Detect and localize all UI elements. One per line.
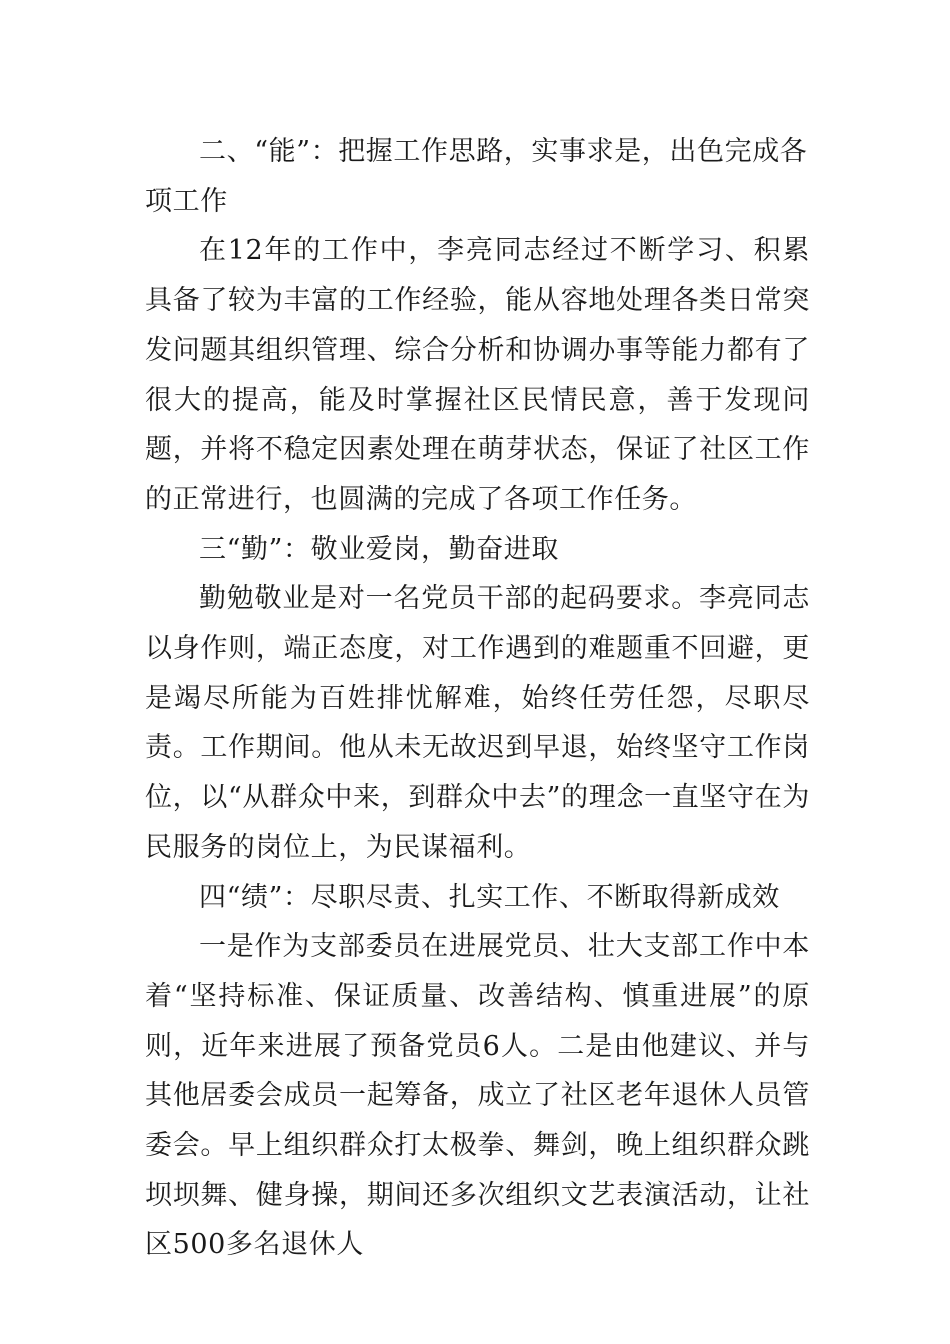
paragraph-ji-body: 一是作为支部委员在进展党员、壮大支部工作中本着“坚持标准、保证质量、改善结构、慎重进展”的原则，近年来进展了预备党员6人。二是由他建议、并与其他居委会成员一起筹备，成立了社区老年退休人员管委会。早上组织群众打太极拳、舞剑，晚上组织群众跳坝坝舞、健身操，期间还多次组织文艺表演活动，让社区500多名退休人 <box>145 931 810 1261</box>
document-body <box>145 127 810 1270</box>
section-heading-ji: 四“绩”：尽职尽责、扎实工作、不断取得新成效 <box>199 881 780 913</box>
paragraph-qin-body: 勤勉敬业是对一名党员干部的起码要求。李亮同志以身作则，端正态度，对工作遇到的难题重不回避，更是竭尽所能为百姓排忧解难，始终任劳任怨，尽职尽责。工作期间。他从未无故迟到早退，始终坚守工作岗位，以“从群众中来，到群众中去”的理念一直坚守在为民服务的岗位上，为民谋福利。 <box>145 583 810 863</box>
section-heading-neng: 二、“能”：把握工作思路，实事求是，出色完成各项工作 <box>145 136 808 217</box>
section-heading-qin: 三“勤”：敬业爱岗，勤奋进取 <box>199 533 560 565</box>
paragraph-neng-body: 在12年的工作中，李亮同志经过不断学习、积累具备了较为丰富的工作经验，能从容地处理各类日常突发问题其组织管理、综合分析和协调办事等能力都有了很大的提高，能及时掌握社区民情民意，善于发现问题，并将不稳定因素处理在萌芽状态，保证了社区工作的正常进行，也圆满的完成了各项工作任务。 <box>145 235 810 515</box>
